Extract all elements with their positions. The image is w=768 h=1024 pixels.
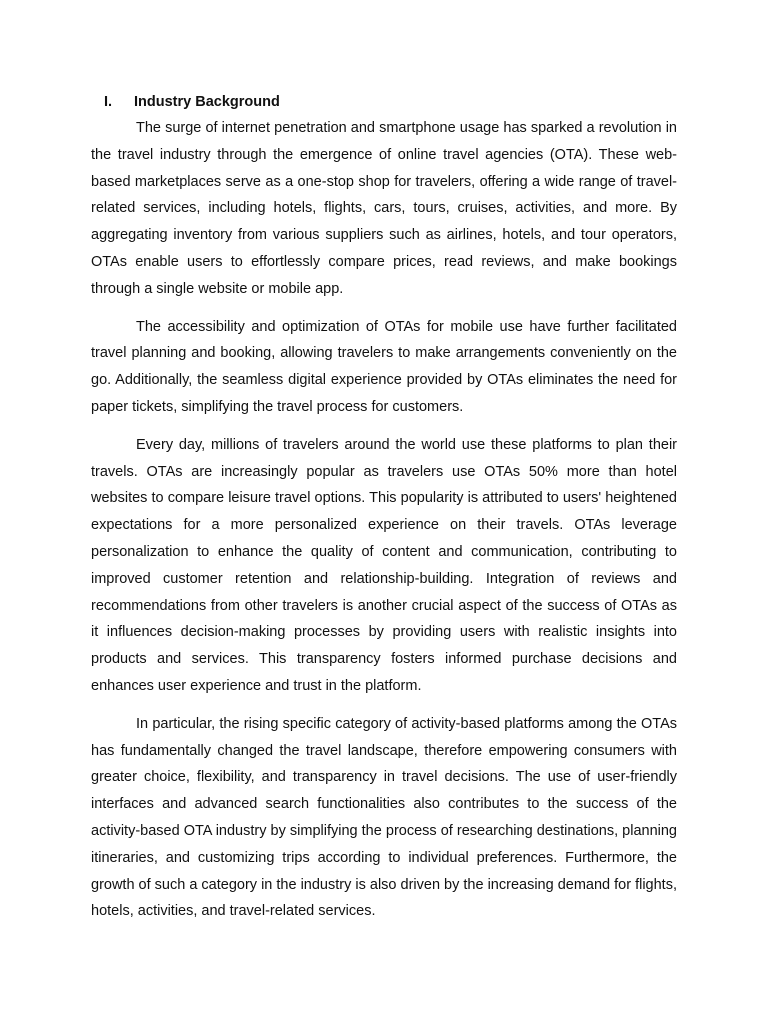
paragraph-2: The accessibility and optimization of OTAs for mobile use have further facilitated travel planning and booking, allowing travelers to make arrangements conveniently on the go. Additionally, the seamless digital experience provided by OTAs eliminates the need for paper tickets, simplifying the travel process for customers. [91, 318, 677, 415]
section-number: I. [104, 94, 113, 110]
paragraph-1: The surge of internet penetration and smartphone usage has sparked a revolution in the travel industry through the emergence of online travel agencies (OTA). These web-based marketplaces serve as a one-stop shop for travelers, offering a wide range of travel-related services, including hotels, flights, cars, tours, cruises, activities, and more. By aggregating inventory from various suppliers such as airlines, hotels, and tour operators, OTAs enable users to effortlessly compare prices, read reviews, and make bookings through a single website or mobile app. [91, 120, 677, 297]
paragraph-3: Every day, millions of travelers around the world use these platforms to plan their travels. OTAs are increasingly popular as travelers use OTAs 50% more than hotel websites to compare leisure travel options. This popularity is attributed to users' heightened expectations for a more personalized experience on their travels. OTAs leverage personalization to enhance the quality of content and communication, contributing to improved customer retention and relationship-building. Integration of reviews and recommendations from other travelers is another crucial aspect of the success of OTAs as it influences decision-making processes by providing users with realistic insights into products and services. This transparency fosters informed purchase decisions and enhances user experience and trust in the platform. [91, 436, 677, 694]
section-title: Industry Background [134, 94, 280, 110]
document-body [91, 91, 677, 925]
paragraph-4: In particular, the rising specific category of activity-based platforms among the OTAs has fundamentally changed the travel landscape, therefore empowering consumers with greater choice, flexibility, and transparency in travel decisions. The use of user-friendly interfaces and advanced search functionalities also contributes to the success of the activity-based OTA industry by simplifying the process of researching destinations, planning itineraries, and customizing trips according to individual preferences. Furthermore, the growth of such a category in the industry is also driven by the increasing demand for flights, hotels, activities, and travel-related services. [91, 715, 677, 920]
section-heading [91, 91, 677, 113]
